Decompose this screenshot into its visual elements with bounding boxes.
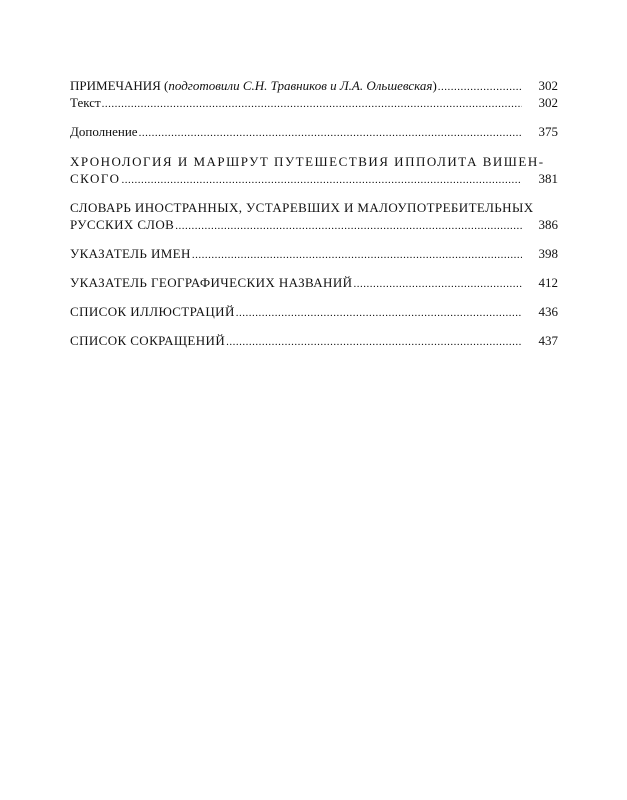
table-of-contents [70,78,558,350]
toc-entry-text-page: 302 [538,95,558,110]
toc-entry-chronology-line2: СКОГО [70,171,121,186]
toc-entry-abbreviations-page: 437 [538,333,558,348]
dot-leader [438,80,522,95]
toc-entry-geo-index-title: УКАЗАТЕЛЬ ГЕОГРАФИЧЕСКИХ НАЗВАНИЙ [70,275,353,290]
dot-leader [175,219,522,234]
toc-entry-illustrations[interactable] [70,304,558,321]
toc-entry-glossary-line1: СЛОВАРЬ ИНОСТРАННЫХ, УСТАРЕВШИХ И МАЛОУПОТРЕБИТЕЛЬНЫХ [70,200,534,215]
toc-entry-names-index-page: 398 [538,246,558,261]
toc-entry-geo-index-page: 412 [538,275,558,290]
notes-authors: подготовили С.Н. Травников и Л.А. Ольшевская [168,78,433,93]
toc-entry-supplement[interactable] [70,124,558,141]
toc-entry-chronology-line1: ХРОНОЛОГИЯ И МАРШРУТ ПУТЕШЕСТВИЯ ИППОЛИТА ВИШЕН- [70,154,545,169]
toc-entry-supplement-title: Дополнение [70,124,138,139]
toc-entry-chronology[interactable] [70,154,558,188]
toc-entry-glossary[interactable] [70,200,558,234]
dot-leader [102,97,522,112]
toc-entry-abbreviations-title: СПИСОК СОКРАЩЕНИЙ [70,333,226,348]
toc-entry-chronology-line2-row [70,171,558,188]
toc-entry-glossary-line2: РУССКИХ СЛОВ [70,217,175,232]
toc-entry-illustrations-title: СПИСОК ИЛЛЮСТРАЦИЙ [70,304,235,319]
dot-leader [122,173,523,188]
dot-leader [353,277,522,292]
toc-entry-illustrations-page: 436 [538,304,558,319]
dot-leader [226,335,522,350]
toc-entry-text[interactable] [70,95,558,112]
dot-leader [139,126,522,141]
notes-title-caps: ПРИМЕЧАНИЯ [70,78,161,93]
toc-entry-notes[interactable] [70,78,558,95]
toc-entry-text-title: Текст [70,95,101,110]
toc-entry-notes-page: 302 [538,78,558,93]
notes-open-paren: ( [160,78,169,93]
toc-entry-supplement-page: 375 [538,124,558,139]
toc-entry-chronology-page: 381 [538,171,558,186]
toc-entry-glossary-page: 386 [538,217,558,232]
toc-entry-names-index-title: УКАЗАТЕЛЬ ИМЕН [70,246,191,261]
notes-close-paren: ) [432,78,437,93]
dot-leader [192,248,522,263]
toc-entry-notes-title [70,78,437,93]
toc-entry-abbreviations[interactable] [70,333,558,350]
toc-entry-geo-index[interactable] [70,275,558,292]
toc-entry-glossary-line2-row [70,217,558,234]
toc-entry-names-index[interactable] [70,246,558,263]
dot-leader [236,306,522,321]
